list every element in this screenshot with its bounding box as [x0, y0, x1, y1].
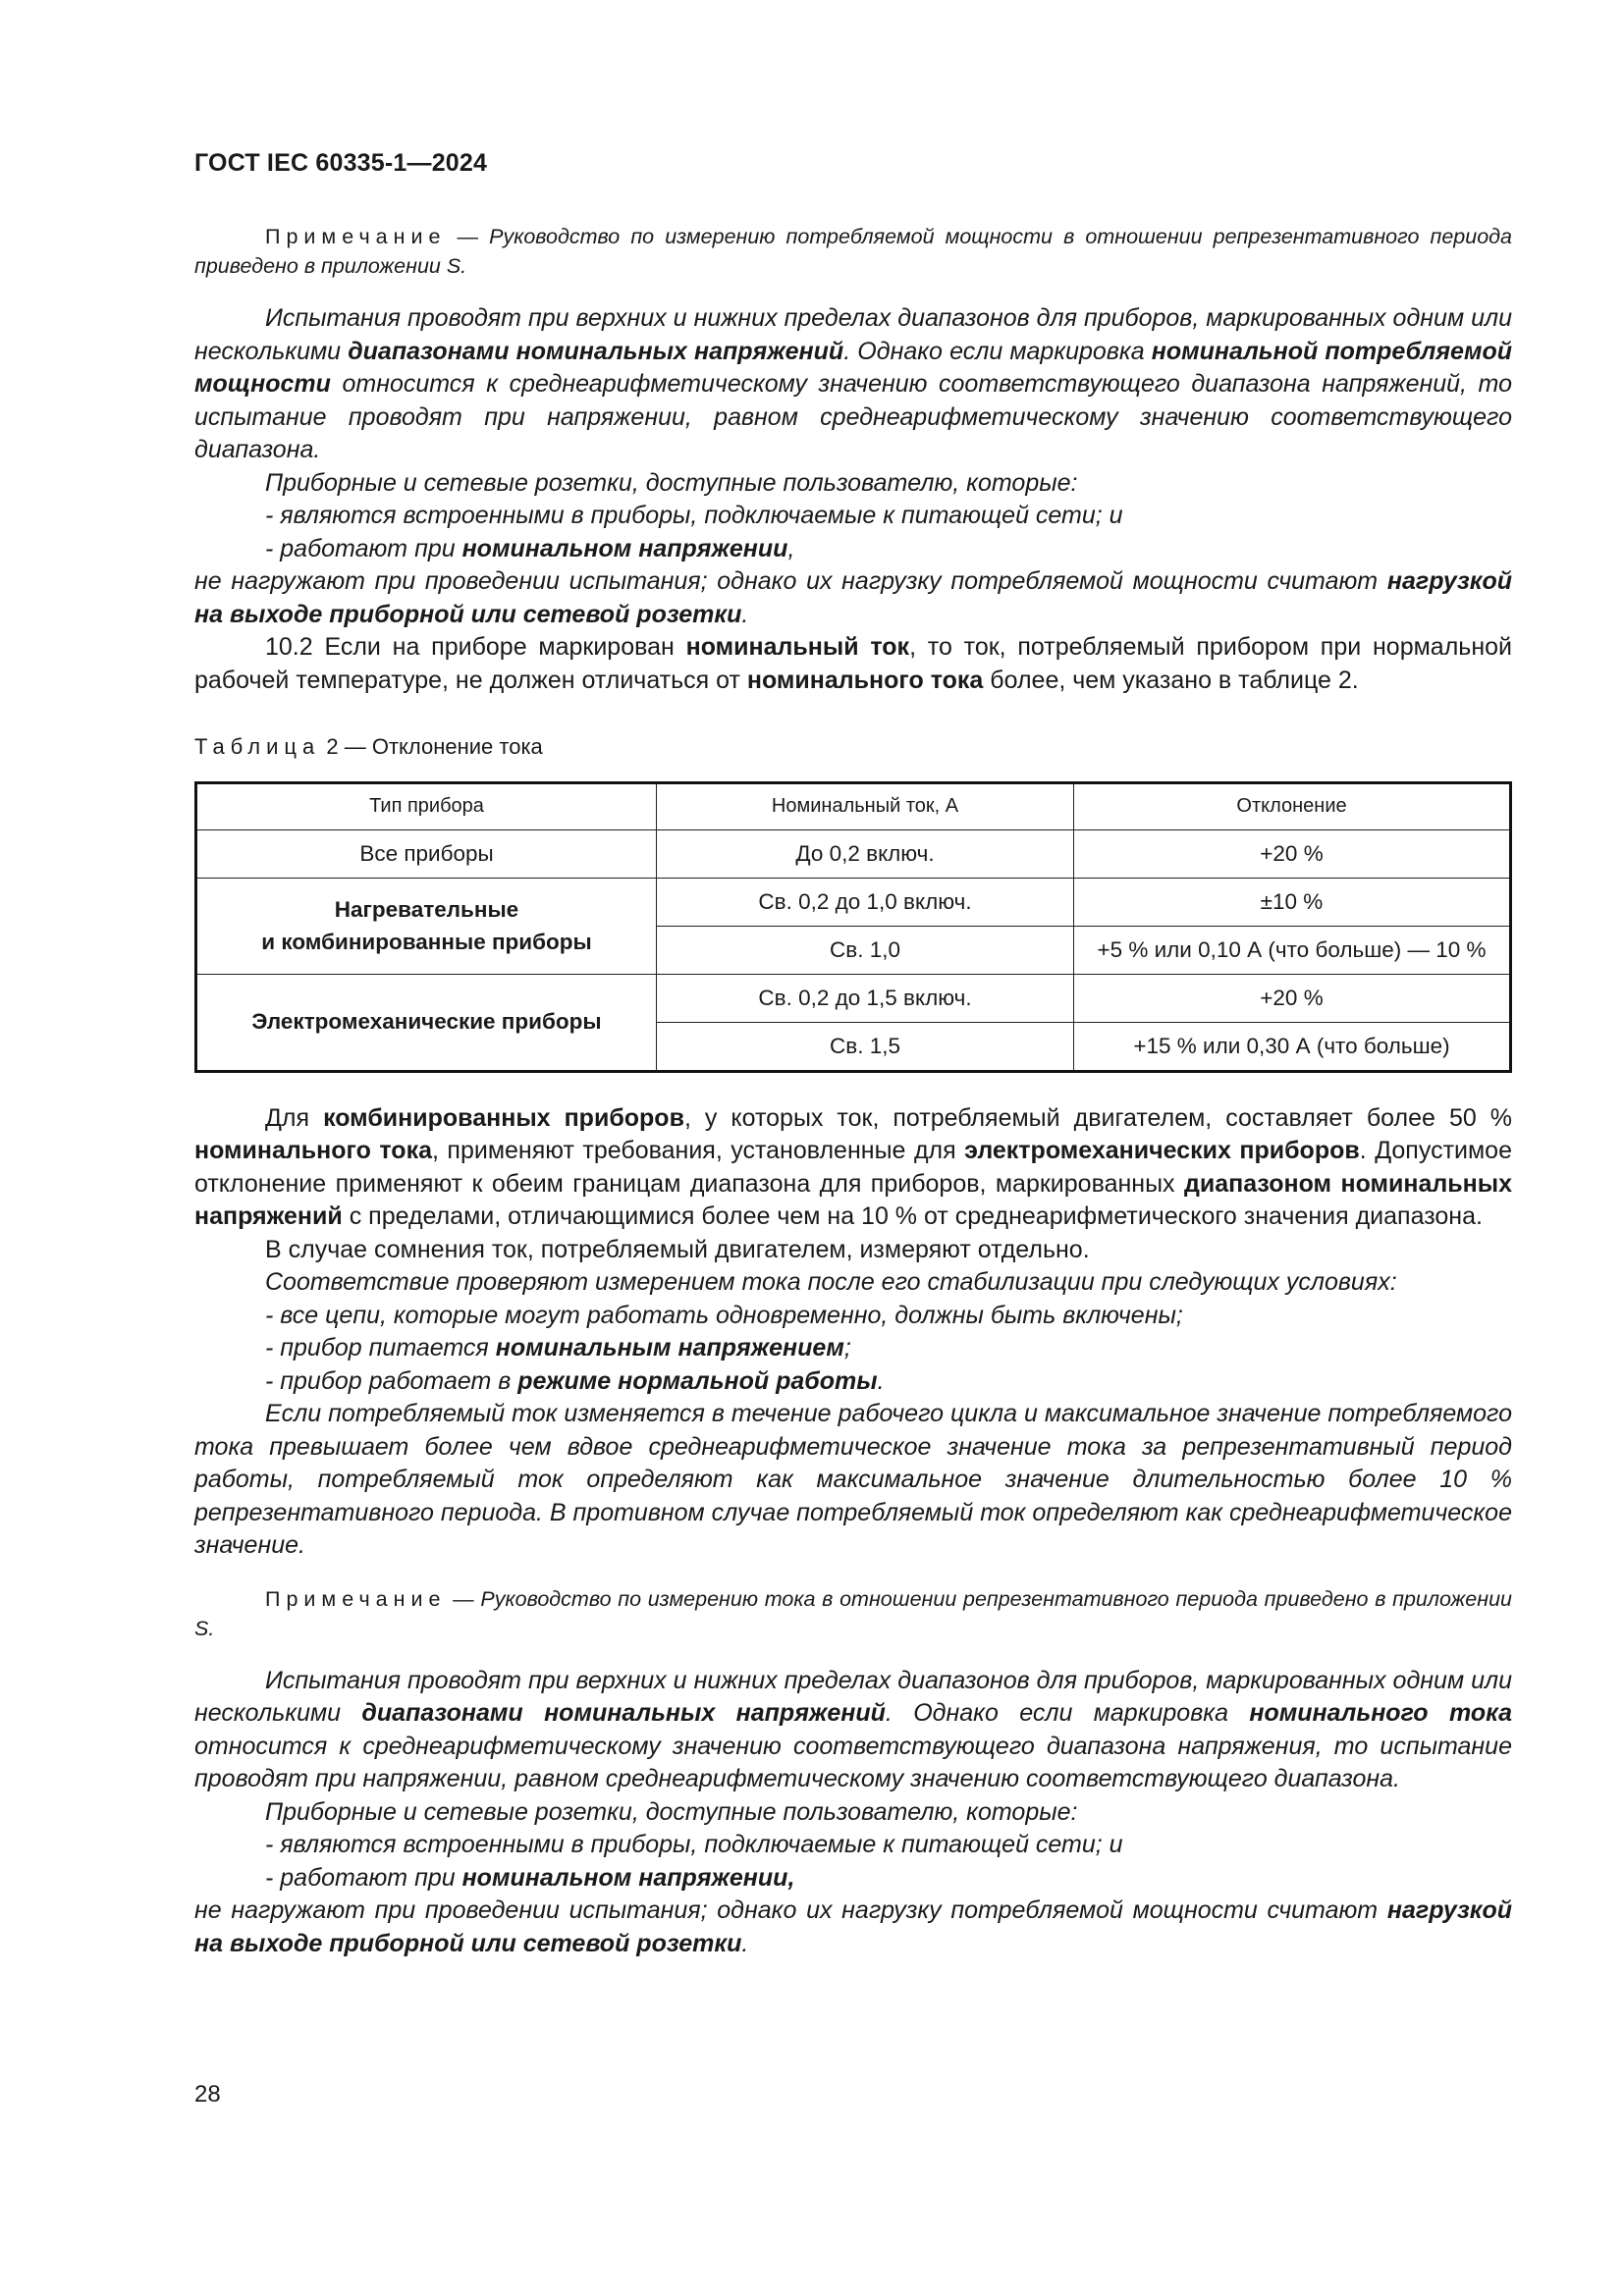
table-row [196, 974, 1511, 1022]
table-cell: +5 % или 0,10 А (что больше) — 10 % [1074, 926, 1511, 974]
term: режиме нормальной работы [517, 1366, 878, 1395]
list-item: - все цепи, которые могут работать одновременно, должны быть включены; [265, 1301, 1183, 1329]
cell-line: Нагревательные [334, 896, 519, 922]
text-run: . [741, 600, 749, 628]
paragraph: В случае сомнения ток, потребляемый двигателем, измеряют отдельно. [265, 1235, 1090, 1263]
table-caption [194, 730, 1512, 764]
page-content [194, 222, 1512, 1960]
text-run: . Однако если маркировка [885, 1699, 1250, 1727]
text-run: ; [843, 1334, 851, 1362]
note-label: Примечание [265, 225, 447, 248]
term: диапазонами номинальных напряжений [348, 337, 844, 365]
clause-10-2 [194, 631, 1512, 697]
text-run: Для [265, 1103, 324, 1132]
table-cell: Св. 1,0 [657, 926, 1074, 974]
text-run: . Однако если маркировка [843, 337, 1152, 365]
list-item [194, 1332, 1512, 1365]
text-run: . [877, 1366, 885, 1395]
list-item [194, 1862, 1512, 1896]
table-cell: +20 % [1074, 829, 1511, 878]
paragraph [194, 1102, 1512, 1234]
term: номинальном напряжении [461, 534, 788, 562]
table-cell: Св. 1,5 [657, 1022, 1074, 1071]
text-run: - работают при [265, 1863, 462, 1892]
paragraph [194, 302, 1512, 467]
paragraph: Приборные и сетевые розетки, доступные пользователю, которые: [265, 1797, 1078, 1826]
text-run: , [787, 534, 795, 562]
text-run: относится к среднеарифметическому значению соответствующего диапазона напряжения, то испытание проводят при напряжении, равном среднеарифметическому значению соответствующего диапазона. [194, 1732, 1512, 1792]
term: номинального тока [1249, 1699, 1512, 1727]
text-run: , то ток, потребляемый прибором при нормальной рабочей температуре, не должен отличаться от [194, 633, 1512, 694]
note [194, 1584, 1512, 1643]
paragraph [194, 565, 1512, 631]
text-run: , применяют требования, установленные для [431, 1137, 965, 1164]
note-label: Примечание [265, 1586, 447, 1611]
note-dash: — [446, 1586, 481, 1611]
text-run: Испытания проводят при верхних и нижних пределах диапазонов для приборов, маркированных одним или несколькими [194, 1666, 1512, 1727]
text-run: , у которых ток, потребляемый двигателем, составляет более 50 % [683, 1103, 1512, 1132]
list-item [194, 1365, 1512, 1399]
column-header: Отклонение [1074, 782, 1511, 829]
text-run: более, чем указано в таблице 2. [983, 666, 1359, 694]
term: номинальной потребляемой мощности [194, 337, 1512, 398]
table-cell: Св. 0,2 до 1,5 включ. [657, 974, 1074, 1022]
term: номинального тока [194, 1137, 432, 1164]
note [194, 222, 1512, 281]
table-header-row [196, 782, 1511, 829]
text-run: - прибор питается [265, 1334, 496, 1362]
term: номинальном напряжении, [461, 1863, 795, 1892]
table-row [196, 878, 1511, 926]
table-cell: До 0,2 включ. [657, 829, 1074, 878]
text-run: Испытания проводят при верхних и нижних пределах диапазонов для приборов, маркированных одним или несколькими [194, 304, 1512, 365]
term: номинальный ток [685, 633, 910, 661]
table-row [196, 829, 1511, 878]
column-header: Номинальный ток, А [657, 782, 1074, 829]
table-cell: +15 % или 0,30 А (что больше) [1074, 1022, 1511, 1071]
table-cell: ±10 % [1074, 878, 1511, 926]
term: нагрузкой на выходе приборной или сетевой розетки [194, 1896, 1512, 1957]
term: номинального тока [746, 666, 984, 694]
text-run: с пределами, отличающимися более чем на 10 % от среднеарифметического значения диапазона. [342, 1202, 1483, 1230]
paragraph [194, 1665, 1512, 1796]
text-run: - работают при [265, 534, 462, 562]
text-run: - прибор работает в [265, 1366, 518, 1395]
term: диапазонами номинальных напряжений [361, 1699, 886, 1727]
note-text: Руководство по измерению тока в отношении репрезентативного периода приведено в приложении S. [194, 1586, 1512, 1640]
caption-label: Таблица [194, 734, 321, 759]
note-dash: — [446, 225, 490, 248]
paragraph: Соответствие проверяют измерением тока после его стабилизации при следующих условиях: [265, 1268, 1397, 1296]
text-run: 10.2 Если на приборе маркирован [265, 633, 686, 661]
paragraph: Если потребляемый ток изменяется в течение рабочего цикла и максимальное значение потребляемого тока превышает более чем вдвое среднеарифметическое значение тока за репрезентативный период работы, потребляемый ток определяют как максимальное значение длительностью более 10 % репрезентативного периода. В противном случае потребляемый ток определяют как среднеарифметическое значение. [194, 1400, 1512, 1559]
term: диапазоном номинальных напряжений [194, 1169, 1512, 1230]
column-header: Тип прибора [196, 782, 657, 829]
table-cell: +20 % [1074, 974, 1511, 1022]
cell-line: и комбинированные приборы [261, 930, 592, 954]
term: номинальным напряжением [495, 1334, 844, 1362]
text-run: . [741, 1929, 749, 1957]
current-deviation-table [194, 781, 1512, 1073]
note-text: Руководство по измерению потребляемой мощности в отношении репрезентативного периода приведено в приложении S. [194, 225, 1513, 278]
caption-text: 2 — Отклонение тока [320, 734, 543, 759]
text-run: не нагружают при проведении испытания; однако их нагрузку потребляемой мощности считают [194, 1896, 1387, 1924]
table-cell: Все приборы [196, 829, 657, 878]
term: нагрузкой на выходе приборной или сетевой розетки [194, 567, 1512, 628]
list-item: - являются встроенными в приборы, подключаемые к питающей сети; и [265, 1831, 1123, 1858]
page-header: ГОСТ IEC 60335-1—2024 [194, 149, 488, 177]
table-cell-group-label [196, 878, 657, 974]
list-item [194, 533, 1512, 566]
text-run: . Допустимое отклонение применяют к обеим границам диапазона для приборов, маркированных [194, 1137, 1512, 1198]
list-item: - являются встроенными в приборы, подключаемые к питающей сети; и [265, 502, 1123, 529]
term: комбинированных приборов [323, 1103, 684, 1132]
page-number: 28 [194, 2081, 221, 2108]
term: электромеханических приборов [964, 1137, 1360, 1164]
table-cell: Св. 0,2 до 1,0 включ. [657, 878, 1074, 926]
paragraph [194, 1895, 1512, 1960]
text-run: не нагружают при проведении испытания; однако их нагрузку потребляемой мощности считают [194, 567, 1387, 595]
paragraph: Приборные и сетевые розетки, доступные пользователю, которые: [265, 468, 1078, 497]
text-run: относится к среднеарифметическому значению соответствующего диапазона напряжений, то испытание проводят при напряжении, равном среднеарифметическому значению соответствующего диапазона. [194, 370, 1512, 463]
table-cell-group-label: Электромеханические приборы [196, 974, 657, 1071]
